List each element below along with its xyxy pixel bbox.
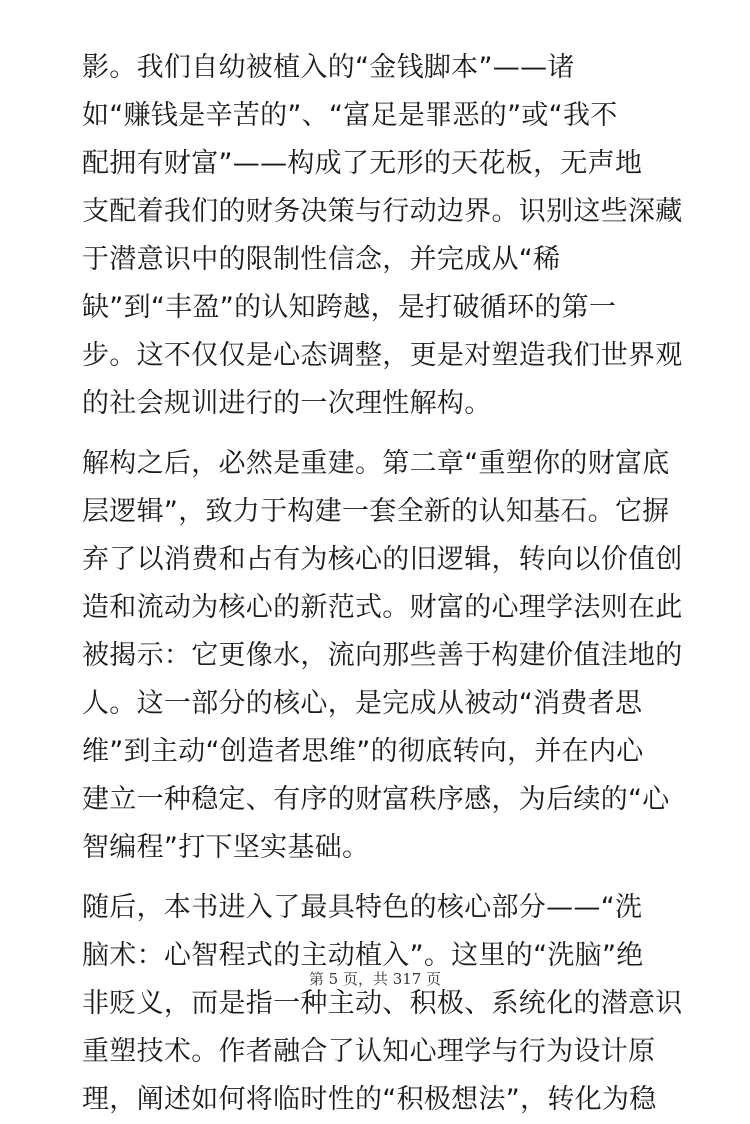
text-line: 层逻辑”，致力于构建一套全新的认知基石。它摒 bbox=[82, 496, 670, 527]
text-line: 的社会规训进行的一次理性解构。 bbox=[82, 388, 492, 419]
text-line: 解构之后，必然是重建。第二章“重塑你的财富底 bbox=[82, 448, 670, 479]
text-line: 维”到主动“创造者思维”的彻底转向，并在内心 bbox=[82, 736, 644, 767]
text-line: 理，阐述如何将临时性的“积极想法”，转化为稳 bbox=[82, 1084, 657, 1115]
text-line: 于潜意识中的限制性信念，并完成从“稀 bbox=[82, 244, 561, 275]
paragraph-1 bbox=[82, 44, 682, 428]
text-line: 造和流动为核心的新范式。财富的心理学法则在此 bbox=[82, 592, 683, 623]
paragraph-3 bbox=[82, 884, 682, 1124]
text-line: 重塑技术。作者融合了认知心理学与行为设计原 bbox=[82, 1036, 656, 1067]
text-line: 如“赚钱是辛苦的”、“富足是罪恶的”或“我不 bbox=[82, 100, 618, 131]
text-line: 配拥有财富”——构成了无形的天花板，无声地 bbox=[82, 148, 643, 179]
text-line: 缺”到“丰盈”的认知跨越，是打破循环的第一 bbox=[82, 292, 617, 323]
page-number-footer: 第 5 页，共 317 页 bbox=[308, 970, 442, 988]
paragraph-2 bbox=[82, 440, 682, 872]
text-line: 步。这不仅仅是心态调整，更是对塑造我们世界观 bbox=[82, 340, 683, 371]
text-line: 支配着我们的财务决策与行动边界。识别这些深藏 bbox=[82, 196, 683, 227]
text-line: 建立一种稳定、有序的财富秩序感，为后续的“心 bbox=[82, 784, 670, 815]
text-line: 智编程”打下坚实基础。 bbox=[82, 832, 370, 863]
text-line: 影。我们自幼被植入的“金钱脚本”——诸 bbox=[82, 52, 575, 83]
text-line: 非贬义，而是指一种主动、积极、系统化的潜意识 bbox=[82, 988, 683, 1019]
body-text bbox=[82, 44, 682, 1124]
text-line: 弃了以消费和占有为核心的旧逻辑，转向以价值创 bbox=[82, 544, 683, 575]
text-line: 脑术：心智程式的主动植入”。这里的“洗脑”绝 bbox=[82, 940, 644, 971]
text-line: 随后，本书进入了最具特色的核心部分——“洗 bbox=[82, 892, 643, 923]
text-line: 人。这一部分的核心，是完成从被动“消费者思 bbox=[82, 688, 643, 719]
text-line: 被揭示：它更像水，流向那些善于构建价值洼地的 bbox=[82, 640, 683, 671]
